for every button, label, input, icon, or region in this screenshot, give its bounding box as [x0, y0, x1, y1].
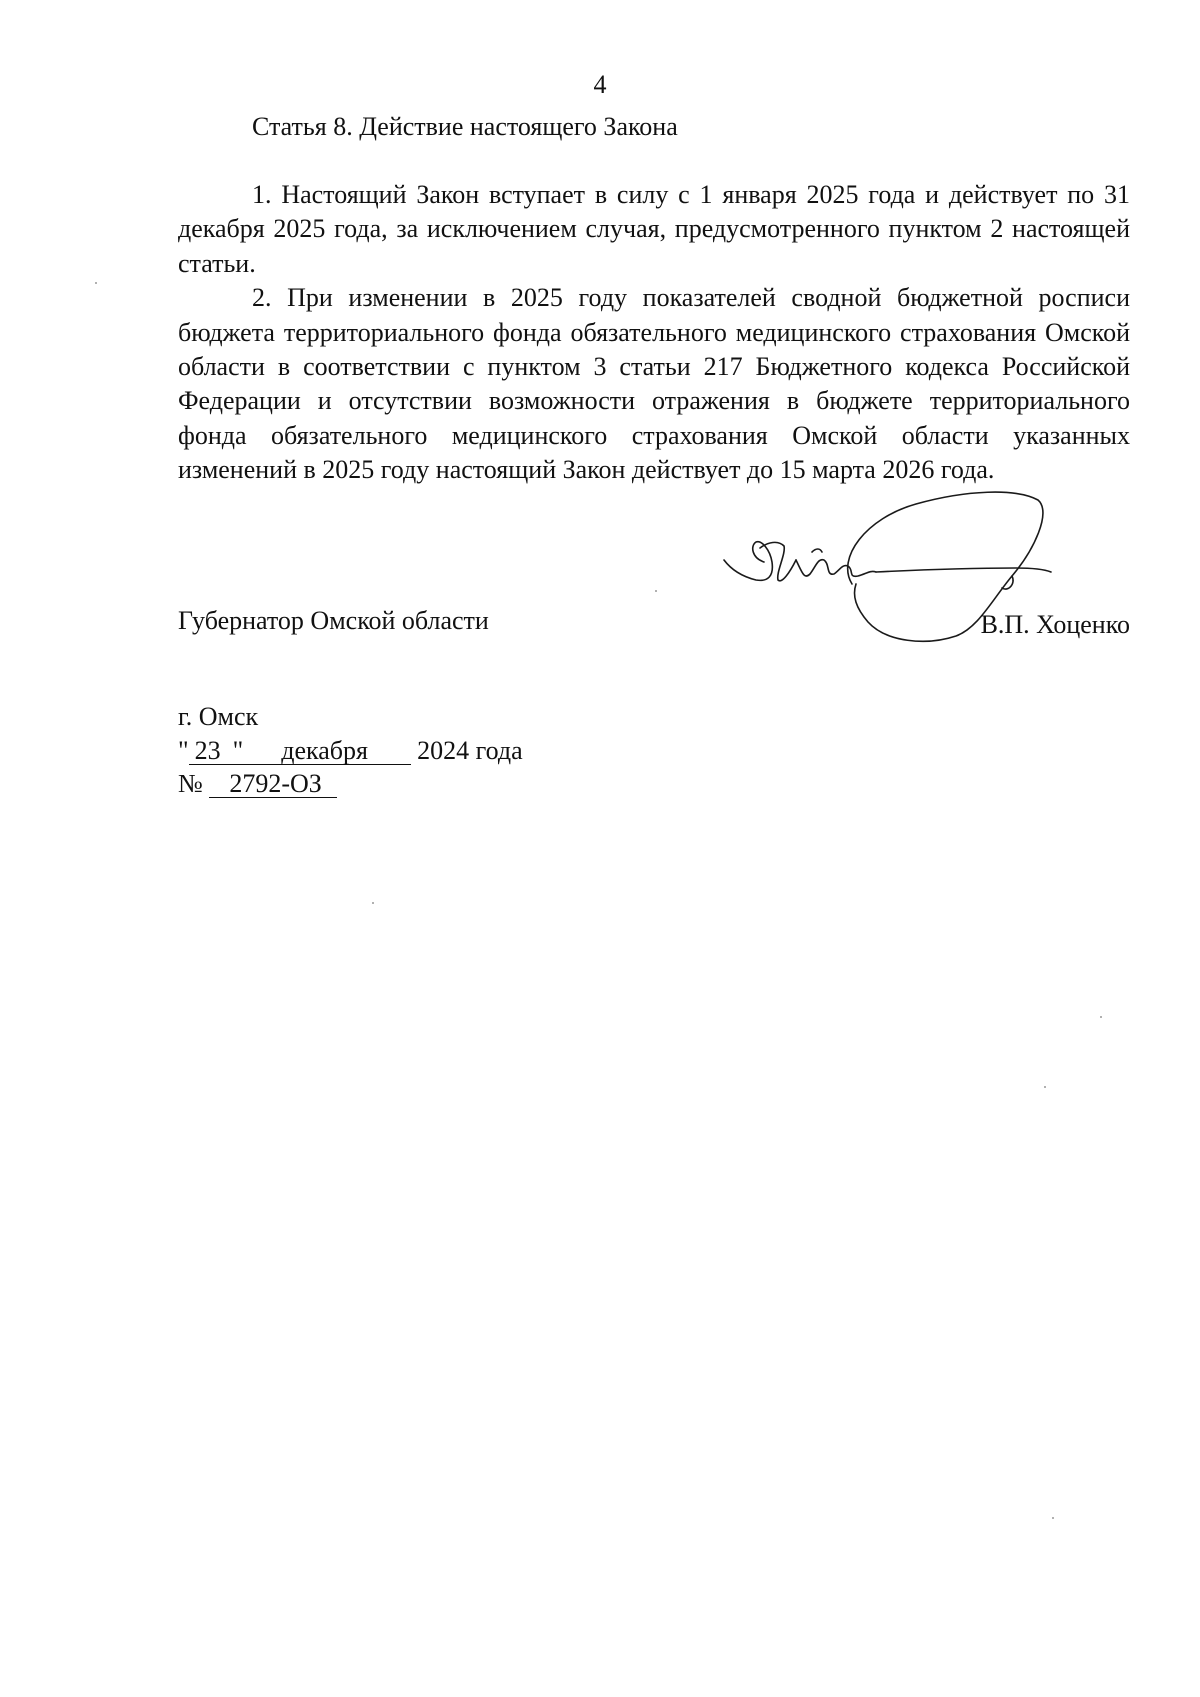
page-number: 4 — [593, 70, 607, 99]
signatory-name: В.П. Хоценко — [980, 610, 1130, 639]
place-of-signing: г. Омск — [178, 702, 259, 731]
article-body — [178, 178, 1130, 488]
number-sign: № — [178, 769, 203, 798]
article-paragraph-1: 1. Настоящий Закон вступает в силу с 1 января 2025 года и действует по 31 декабря 2025 года, за исключением случая, предусмотренного пунктом 2 настоящей статьи. — [178, 180, 1130, 278]
date-day-field — [189, 736, 244, 765]
signatory-title: Губернатор Омской области — [178, 606, 489, 635]
article-paragraph-2: 2. При изменении в 2025 году показателей сводной бюджетной росписи бюджета территориального фонда обязательного медицинского страхования Омской области в соответствии с пунктом 3 статьи 217 Бюджетного кодекса Российской Федерации и отсутствии возможности отражения в бюджете территориального фонда обязательного медицинского страхования Омской области указанных изменений в 2025 году настоящий Закон действует до 15 марта 2026 года. — [178, 283, 1130, 485]
date-close-quote: " — [232, 736, 244, 765]
date-year: 2024 года — [417, 736, 523, 765]
date-day: 23 — [194, 736, 221, 765]
law-number-value: 2792-ОЗ — [229, 769, 322, 798]
handwritten-signature — [716, 488, 1116, 710]
date-month-field — [239, 738, 411, 765]
scan-speck — [1044, 1086, 1046, 1088]
date-open-quote: " — [178, 736, 189, 765]
scan-speck — [1100, 1016, 1102, 1018]
scan-speck — [655, 590, 657, 592]
scan-speck — [372, 902, 374, 904]
law-number — [178, 769, 337, 799]
signing-date — [178, 736, 523, 766]
scan-speck — [95, 282, 97, 284]
article-heading: Статья 8. Действие настоящего Закона — [252, 112, 678, 141]
scan-speck — [1052, 1517, 1054, 1519]
date-month: декабря — [281, 736, 368, 765]
law-number-field — [209, 771, 337, 798]
